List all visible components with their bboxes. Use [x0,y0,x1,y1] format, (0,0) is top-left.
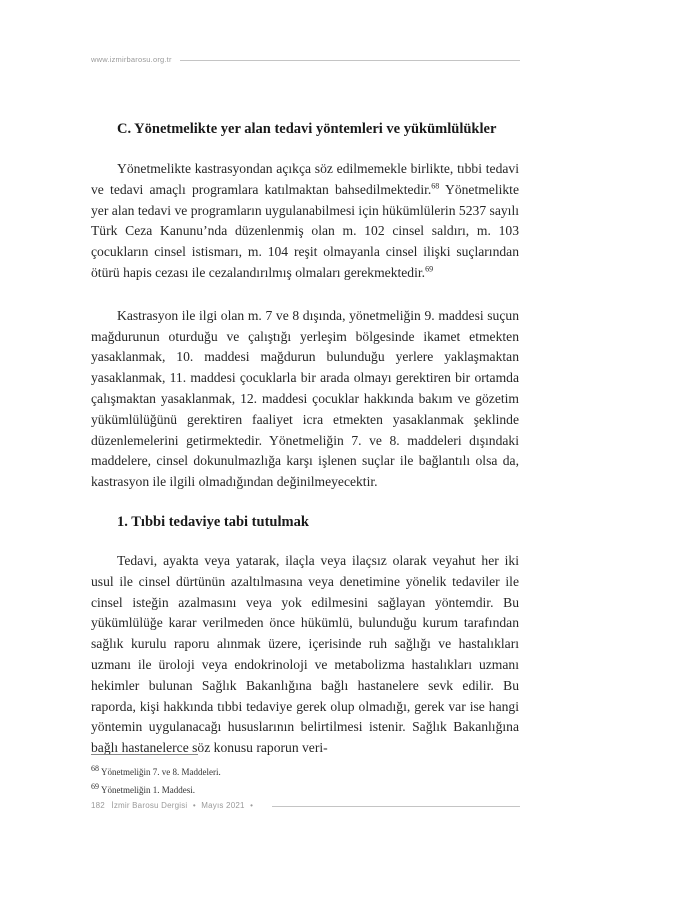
subsection-title: 1. Tıbbi tedaviye tabi tutulmak [117,513,309,530]
issue-date: Mayıs 2021 [201,801,245,810]
footer-separator: • [192,801,196,810]
paragraph-2: Kastrasyon ile ilgi olan m. 7 ve 8 dışında, yönetmeliğin 9. maddesi suçun mağdurunun oturduğu ve çalıştığı yerleşim bölgesinde ikamet etmekten yasaklanmak, 10. maddesi mağdurun bulunduğu yerlere yaklaşmaktan yasaklanmak, 11. maddesi çocuklarla bir arada olmayı gerektiren bir ortamda çalışmaktan yasaklanmak, 12. maddesi çocuklar hakkında bakım ve gözetim yükümlülüğünü gerektiren faaliyet icra etmekten yasaklanmak şeklinde düzenlemelerini getirmektedir. Yönetmeliğin 7. ve 8. maddeleri dışındaki maddelere, cinsel dokunulmazlığa karşı işlenen suçlar ile bağlantılı olsa da, kastrasyon ile ilgili olmadığından değinilmeyecektir. [91,307,519,490]
footer-rule [272,806,520,807]
paragraph-1-text: Yönetmelikte kastrasyondan açıkça söz edilmemekle birlikte, tıbbi tedavi ve tedavi amaçlı programlara katılmaktan bahsedilmektedir. [91,161,519,197]
header-rule [180,60,520,61]
footer-separator: • [250,801,254,810]
paragraph-1 [91,159,519,284]
section-title: C. Yönetmelikte yer alan tedavi yöntemleri ve yükümlülükler [117,121,497,137]
footnote-69 [91,782,195,795]
journal-name: İzmir Barosu Dergisi [111,801,188,810]
header-url: www.izmirbarosu.org.tr [91,55,172,64]
footnote-ref-69[interactable]: 69 [425,264,434,274]
paragraph-3: Tedavi, ayakta veya yatarak, ilaçla veya ilaçsız olarak veyahut her iki usul ile cinsel dürtünün azaltılmasına veya denetimine yönelik tedaviler ile cinsel isteğin azalmasını veya yok edilmesini sağlayan yöntemdir. Bu yükümlülüğe karar verilmeden önce hükümlü, bulunduğu kurum tarafından sağlık kurulu raporu alınmak üzere, içerisinde ruh sağlığı ve hastalıkları uzmanı ile üroloji veya endokrinoloji ve metabolizma hastalıkları uzmanı hekimler bulunan Sağlık Bakanlığına bağlı hastanelere sevk edilir. Bu raporda, kişi hakkında tıbbi tedaviye gerek olup olmadığı, gerek var ise hangi yöntemin uygulanacağı hususlarının belirtilmesi istenir. Sağlık Bakanlığına bağlı hastanelerce söz konusu raporun veri- [91,552,519,756]
footnote-ref-68[interactable]: 68 [431,181,440,191]
footnote-number: 68 [91,764,99,773]
footnote-68 [91,764,221,777]
footnote-text: Yönetmeliğin 7. ve 8. Maddeleri. [101,767,221,777]
footnote-text: Yönetmeliğin 1. Maddesi. [101,785,195,795]
main-content [91,120,519,759]
page-footer [91,801,256,810]
footnote-rule [91,754,198,755]
paragraph-1-text-2: Yönetmelikte yer alan tedavi ve programların uygulanabilmesi için hükümlülerin 5237 sayılı Türk Ceza Kanunu’nda düzenlenmiş olan m. 102 cinsel saldırı, m. 103 çocukların cinsel istismarı, m. 104 reşit olmayanla cinsel ilişki suçlarından ötürü hapis cezası ile cezalandırılmış olmaları gerekmektedir. [91,181,519,280]
page-number: 182 [91,801,105,810]
footnote-number: 69 [91,782,99,791]
